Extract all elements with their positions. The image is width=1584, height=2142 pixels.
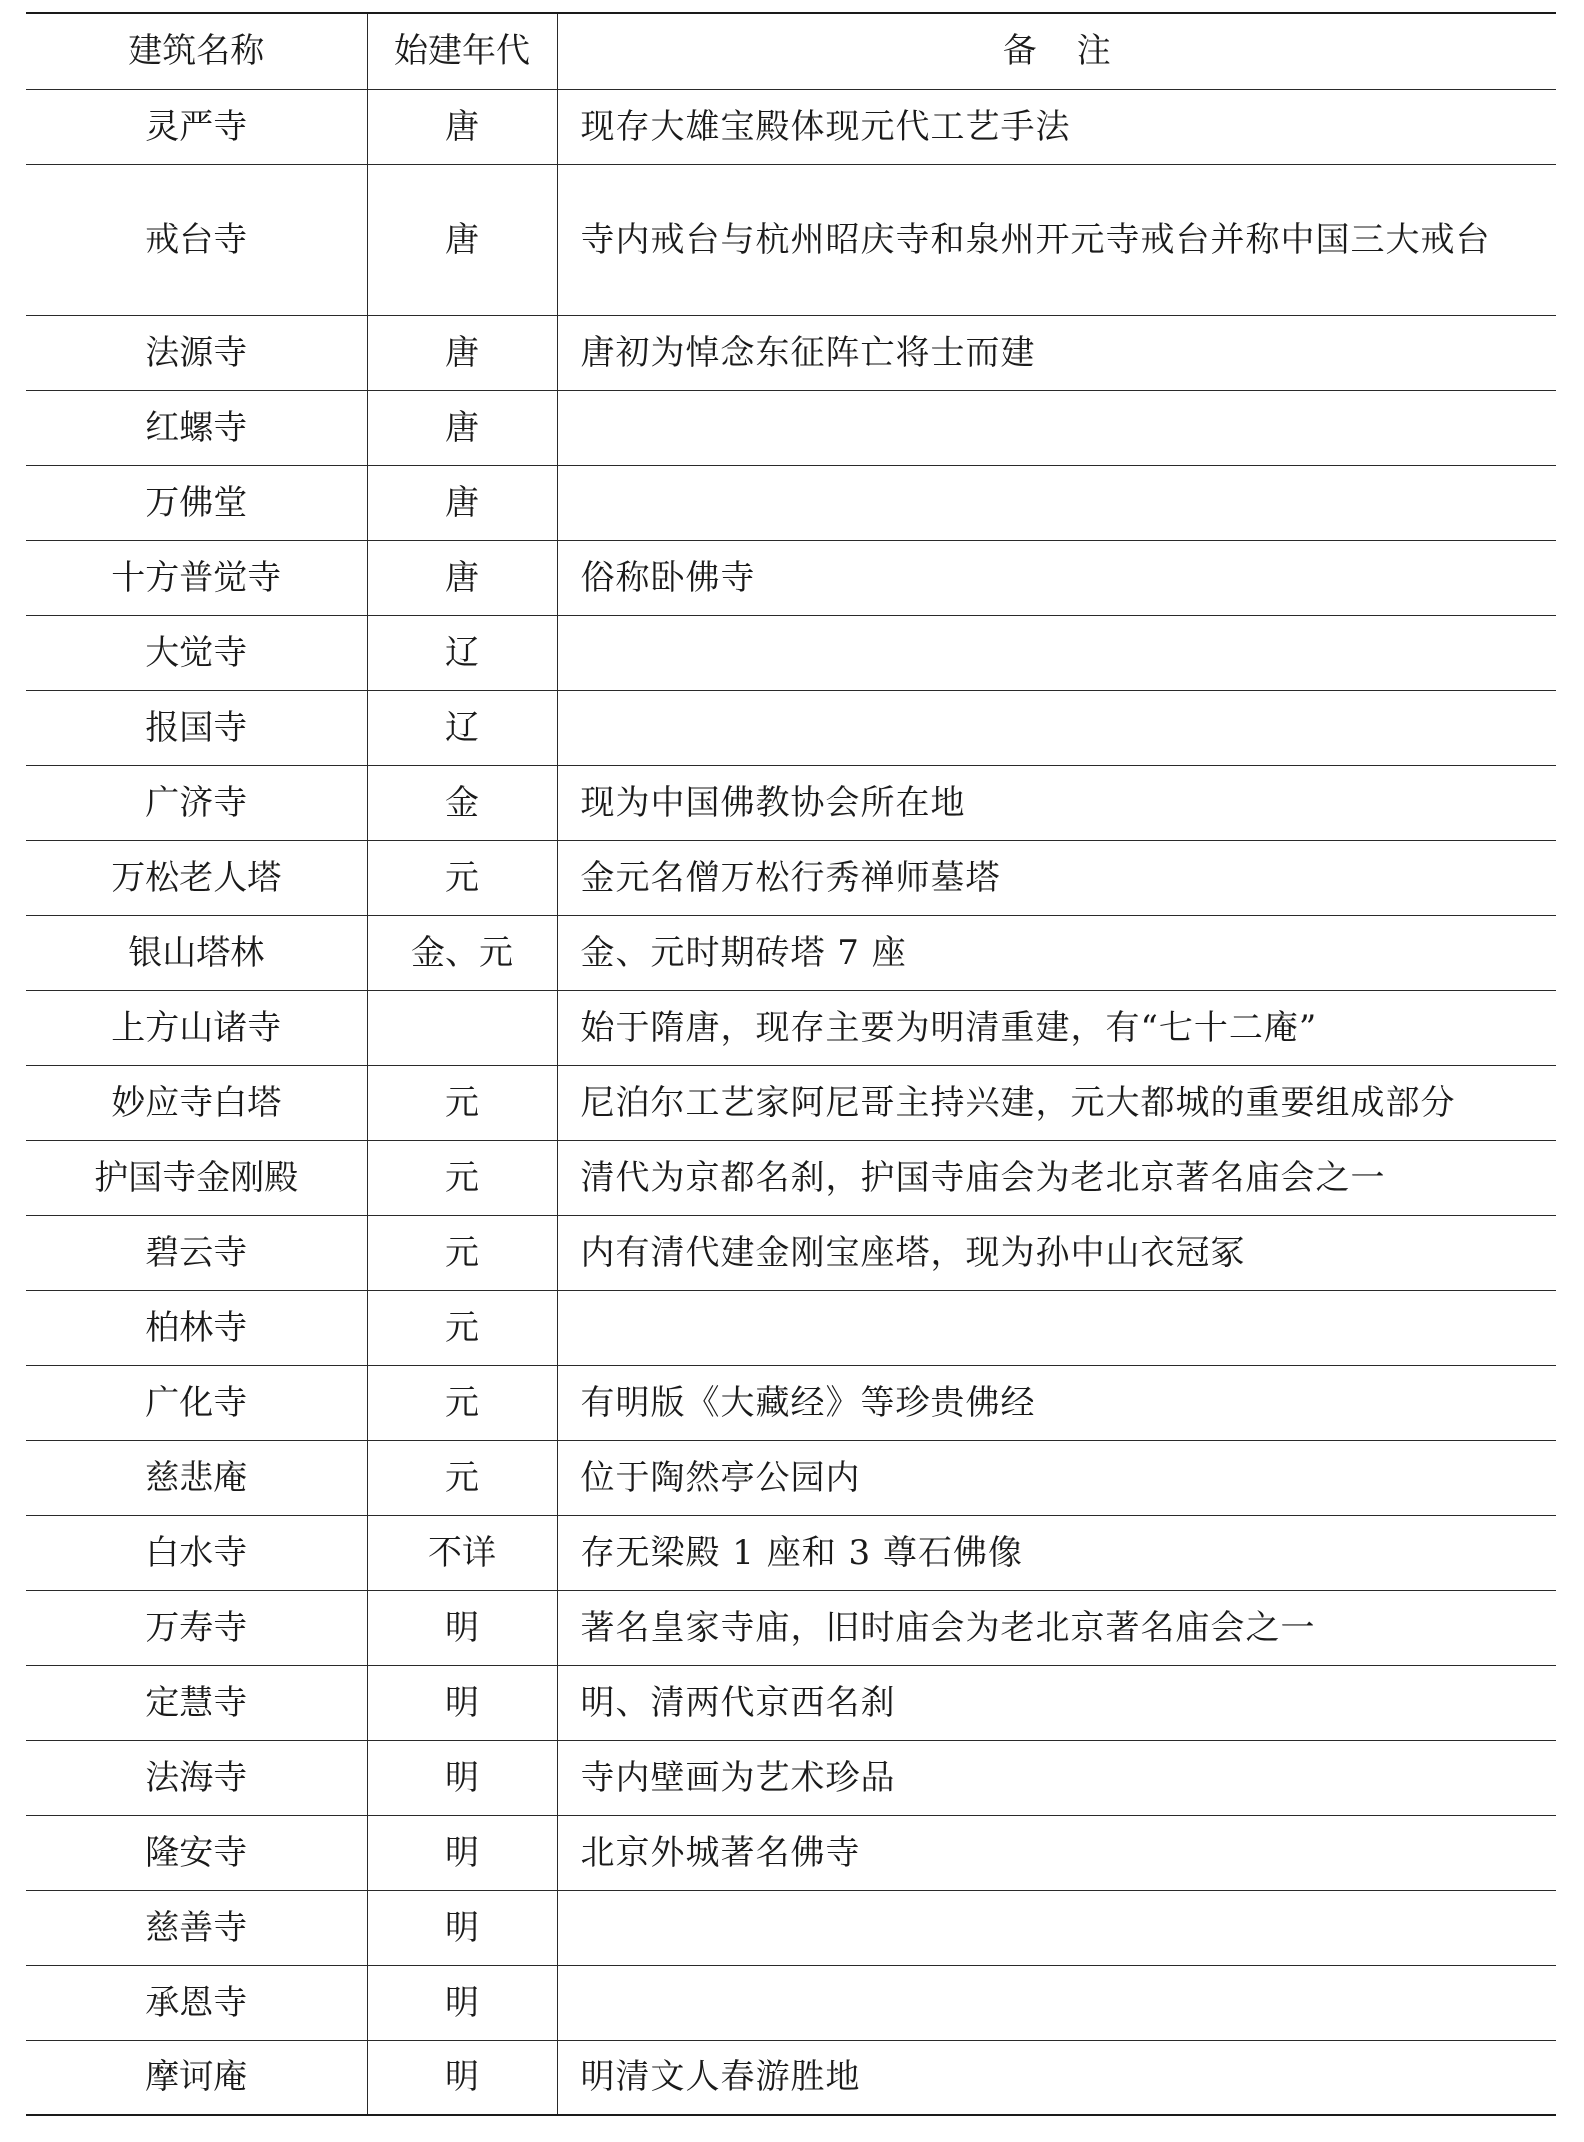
cell-note	[557, 465, 1556, 540]
cell-note: 有明版《大藏经》等珍贵佛经	[557, 1365, 1556, 1440]
cell-note: 明清文人春游胜地	[557, 2040, 1556, 2115]
table-row	[26, 2040, 1556, 2115]
cell-note: 尼泊尔工艺家阿尼哥主持兴建，元大都城的重要组成部分	[557, 1065, 1556, 1140]
cell-name: 摩诃庵	[26, 2040, 367, 2115]
cell-name: 万松老人塔	[26, 840, 367, 915]
cell-note: 现存大雄宝殿体现元代工艺手法	[557, 89, 1556, 164]
cell-era: 辽	[367, 615, 557, 690]
cell-era	[367, 990, 557, 1065]
temples-table	[26, 12, 1556, 2116]
cell-note: 存无梁殿 1 座和 3 尊石佛像	[557, 1515, 1556, 1590]
table-row	[26, 1590, 1556, 1665]
cell-note: 寺内壁画为艺术珍品	[557, 1740, 1556, 1815]
cell-name: 慈悲庵	[26, 1440, 367, 1515]
table-row	[26, 390, 1556, 465]
table-row	[26, 840, 1556, 915]
cell-name: 十方普觉寺	[26, 540, 367, 615]
cell-era: 明	[367, 1665, 557, 1740]
cell-era: 明	[367, 1965, 557, 2040]
cell-name: 柏林寺	[26, 1290, 367, 1365]
cell-note: 明、清两代京西名刹	[557, 1665, 1556, 1740]
table-row	[26, 690, 1556, 765]
cell-name: 承恩寺	[26, 1965, 367, 2040]
cell-note	[557, 1965, 1556, 2040]
cell-era: 元	[367, 1365, 557, 1440]
table-row	[26, 1515, 1556, 1590]
cell-note	[557, 1290, 1556, 1365]
cell-note	[557, 690, 1556, 765]
cell-name: 红螺寺	[26, 390, 367, 465]
table-row	[26, 1665, 1556, 1740]
cell-note: 现为中国佛教协会所在地	[557, 765, 1556, 840]
cell-name: 白水寺	[26, 1515, 367, 1590]
table-row	[26, 1890, 1556, 1965]
cell-name: 慈善寺	[26, 1890, 367, 1965]
cell-name: 法海寺	[26, 1740, 367, 1815]
cell-note: 内有清代建金刚宝座塔，现为孙中山衣冠冢	[557, 1215, 1556, 1290]
cell-era: 元	[367, 1290, 557, 1365]
cell-era: 元	[367, 1140, 557, 1215]
cell-note: 俗称卧佛寺	[557, 540, 1556, 615]
cell-era: 元	[367, 1065, 557, 1140]
cell-era: 唐	[367, 89, 557, 164]
table-row	[26, 1815, 1556, 1890]
table-row	[26, 1215, 1556, 1290]
cell-note: 唐初为悼念东征阵亡将士而建	[557, 315, 1556, 390]
table-row	[26, 164, 1556, 315]
table-row	[26, 540, 1556, 615]
cell-name: 报国寺	[26, 690, 367, 765]
table-row	[26, 315, 1556, 390]
cell-era: 辽	[367, 690, 557, 765]
header-building-name: 建筑名称	[26, 13, 367, 89]
cell-era: 唐	[367, 164, 557, 315]
cell-note: 北京外城著名佛寺	[557, 1815, 1556, 1890]
table-row	[26, 1740, 1556, 1815]
cell-era: 元	[367, 840, 557, 915]
cell-note: 金元名僧万松行秀禅师墓塔	[557, 840, 1556, 915]
table-row	[26, 1065, 1556, 1140]
cell-era: 唐	[367, 315, 557, 390]
cell-name: 大觉寺	[26, 615, 367, 690]
cell-era: 不详	[367, 1515, 557, 1590]
cell-era: 唐	[367, 390, 557, 465]
table-row	[26, 1440, 1556, 1515]
cell-era: 唐	[367, 465, 557, 540]
cell-name: 定慧寺	[26, 1665, 367, 1740]
table-row	[26, 1140, 1556, 1215]
cell-name: 万寿寺	[26, 1590, 367, 1665]
cell-era: 明	[367, 1815, 557, 1890]
table-row	[26, 990, 1556, 1065]
cell-note: 位于陶然亭公园内	[557, 1440, 1556, 1515]
table-row	[26, 1965, 1556, 2040]
cell-note: 清代为京都名刹，护国寺庙会为老北京著名庙会之一	[557, 1140, 1556, 1215]
table-row	[26, 89, 1556, 164]
header-remarks: 备注	[557, 13, 1556, 89]
cell-era: 元	[367, 1215, 557, 1290]
cell-name: 戒台寺	[26, 164, 367, 315]
table-row	[26, 615, 1556, 690]
cell-era: 明	[367, 1590, 557, 1665]
cell-era: 元	[367, 1440, 557, 1515]
cell-name: 万佛堂	[26, 465, 367, 540]
cell-note: 金、元时期砖塔 7 座	[557, 915, 1556, 990]
cell-era: 金	[367, 765, 557, 840]
cell-note: 著名皇家寺庙，旧时庙会为老北京著名庙会之一	[557, 1590, 1556, 1665]
cell-name: 灵严寺	[26, 89, 367, 164]
cell-note	[557, 615, 1556, 690]
cell-era: 明	[367, 2040, 557, 2115]
table-row	[26, 765, 1556, 840]
cell-name: 妙应寺白塔	[26, 1065, 367, 1140]
table-row	[26, 1290, 1556, 1365]
cell-note: 寺内戒台与杭州昭庆寺和泉州开元寺戒台并称中国三大戒台	[557, 164, 1556, 315]
cell-name: 碧云寺	[26, 1215, 367, 1290]
header-founding-era: 始建年代	[367, 13, 557, 89]
cell-era: 明	[367, 1740, 557, 1815]
cell-note	[557, 1890, 1556, 1965]
table-row	[26, 465, 1556, 540]
cell-era: 唐	[367, 540, 557, 615]
cell-era: 金、元	[367, 915, 557, 990]
cell-note	[557, 390, 1556, 465]
table-row	[26, 915, 1556, 990]
cell-name: 银山塔林	[26, 915, 367, 990]
table-row	[26, 1365, 1556, 1440]
cell-note: 始于隋唐，现存主要为明清重建，有“七十二庵”	[557, 990, 1556, 1065]
cell-name: 法源寺	[26, 315, 367, 390]
cell-era: 明	[367, 1890, 557, 1965]
cell-name: 上方山诸寺	[26, 990, 367, 1065]
cell-name: 隆安寺	[26, 1815, 367, 1890]
cell-name: 护国寺金刚殿	[26, 1140, 367, 1215]
table-header-row	[26, 13, 1556, 89]
cell-name: 广济寺	[26, 765, 367, 840]
cell-name: 广化寺	[26, 1365, 367, 1440]
